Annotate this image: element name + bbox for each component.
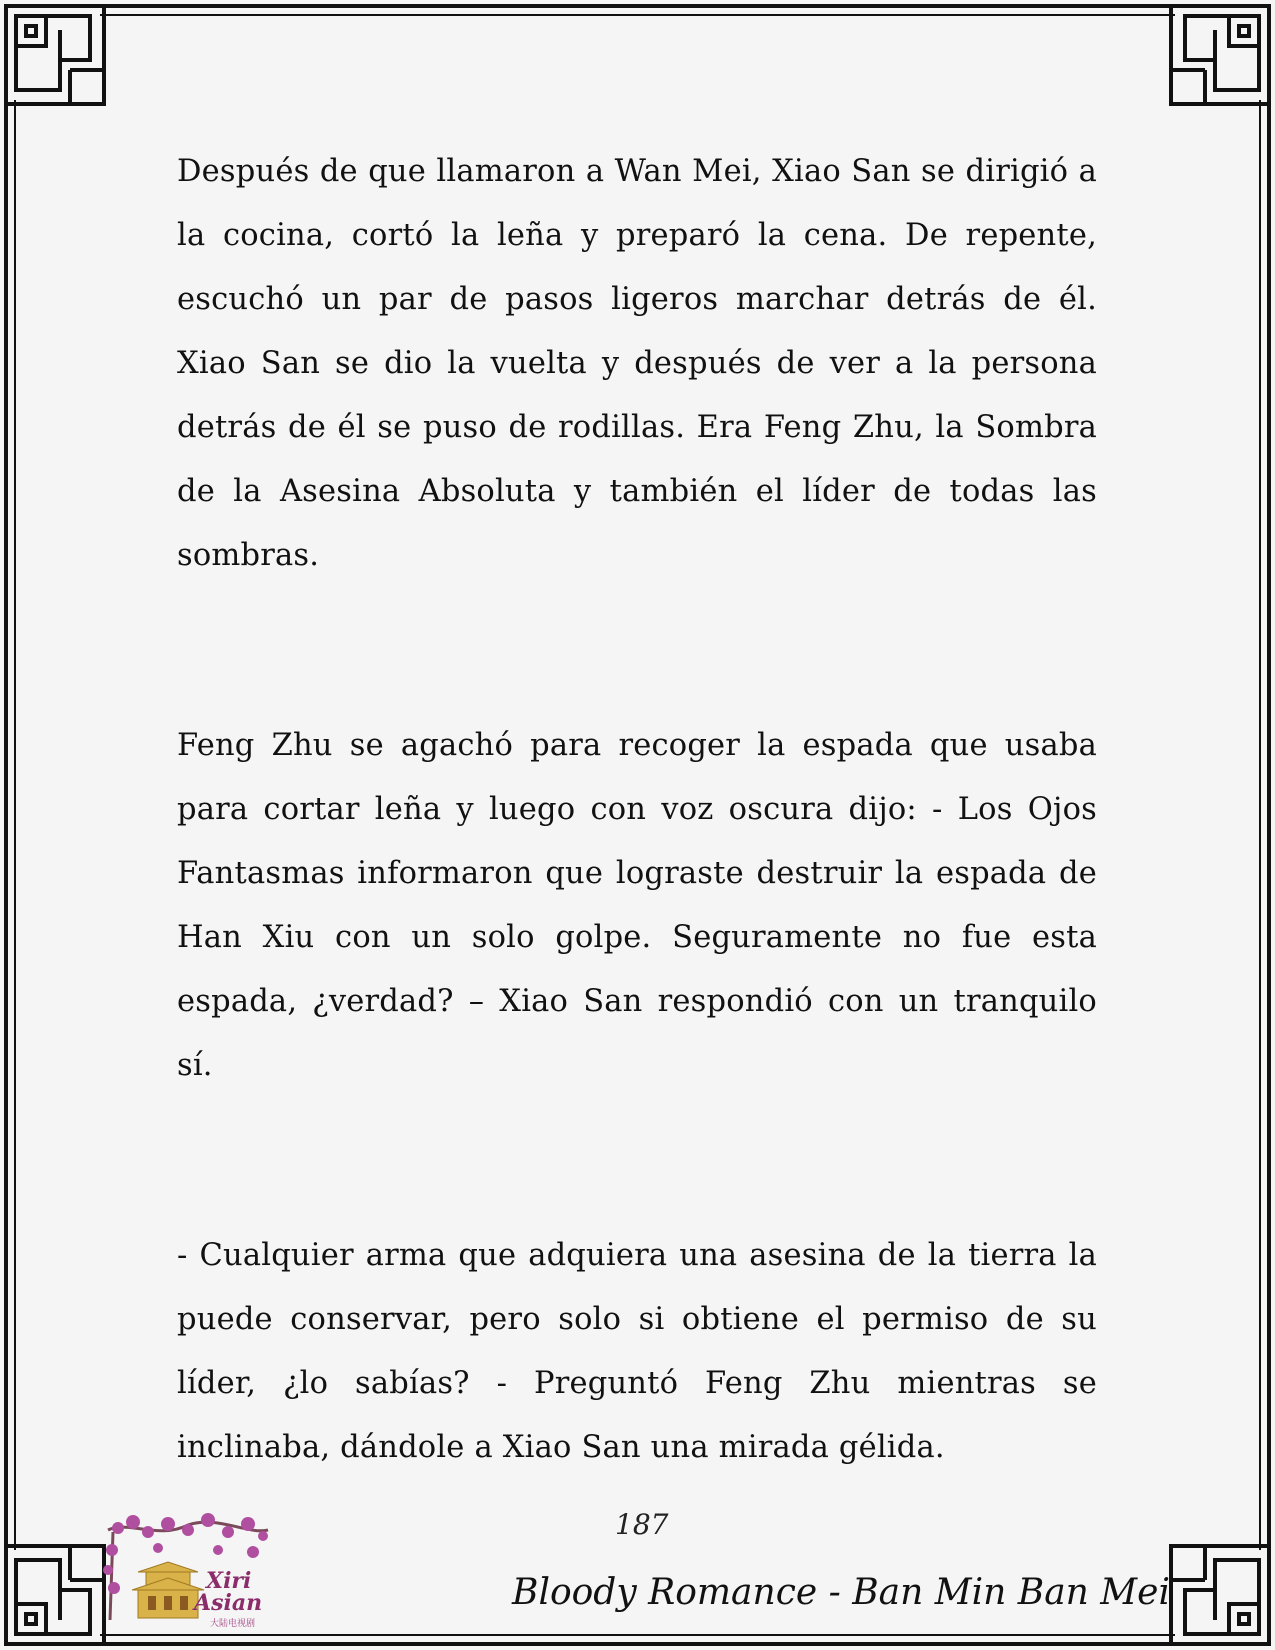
corner-ornament-top-left [0,0,110,110]
xiri-asian-logo [98,1510,273,1630]
logo-text-xiri: Xiri [206,1568,252,1594]
frame-inner-bottom [100,1634,1175,1636]
corner-ornament-top-right [1165,0,1275,110]
frame-outer-left [4,100,8,1550]
frame-outer-top [100,4,1175,8]
paragraph-1: Después de que llamaron a Wan Mei, Xiao San se dirigió a la cocina, cortó la leña y preparó la cena. De repente, escuchó un par de pasos ligeros marchar detrás de él. Xiao San se dio la vuelta y después de ver a la persona detrás de él se puso de rodillas. Era Feng Zhu, la Sombra de la Asesina Absoluta y también el líder de todas las sombras. [177,154,1097,573]
frame-outer-right [1267,100,1271,1550]
frame-inner-top [100,14,1175,16]
paragraph-2: Feng Zhu se agachó para recoger la espada que usaba para cortar leña y luego con voz oscura dijo: - Los Ojos Fantasmas informaron que lograste destruir la espada de Han Xiu con un solo golpe. Seguramente no fue esta espada, ¿verdad? – Xiao San respondió con un tranquilo sí. [177,728,1097,1083]
page-body [177,140,1097,1480]
paragraph-3: - Cualquier arma que adquiera una asesina de la tierra la puede conservar, pero solo si obtiene el permiso de su líder, ¿lo sabías? - Preguntó Feng Zhu mientras se inclinaba, dándole a Xiao San una mirada gélida. [177,1238,1097,1465]
corner-ornament-bottom-left [0,1540,110,1650]
corner-ornament-bottom-right [1165,1540,1275,1650]
logo-text-asian: Asian [194,1590,263,1616]
frame-outer-bottom [100,1642,1175,1646]
frame-inner-right [1259,100,1261,1550]
page-number: 187 [615,1508,669,1541]
book-title: Bloody Romance - Ban Min Ban Mei [511,1572,1170,1613]
logo-subtitle: 大陆电视剧 [210,1619,256,1629]
frame-inner-left [14,100,16,1550]
